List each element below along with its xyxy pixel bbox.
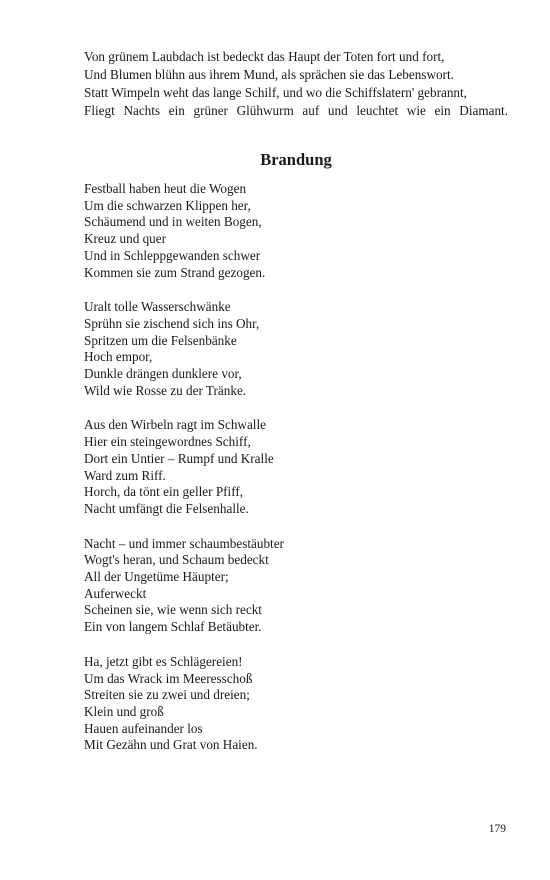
verse-line: Festball haben heut die Wogen bbox=[84, 181, 247, 196]
verse-line: Nacht umfängt die Felsenhalle. bbox=[84, 500, 249, 516]
verse-line: Streiten sie zu zwei und dreien; bbox=[84, 687, 250, 703]
verse-line: Scheinen sie, wie wenn sich reckt bbox=[84, 602, 262, 618]
intro-text bbox=[84, 48, 508, 120]
page-number: 179 bbox=[488, 823, 506, 835]
verse-line: Aus den Wirbeln ragt im Schwalle bbox=[84, 417, 266, 433]
verse-line: Hauen aufeinander los bbox=[84, 720, 203, 736]
verse-line: Um die schwarzen Klippen her, bbox=[84, 197, 251, 213]
intro-line: Statt Wimpeln weht das lange Schilf, und wo die Schiffslatern' gebrannt, bbox=[84, 85, 467, 100]
verse-line: Ein von langem Schlaf Betäubter. bbox=[84, 619, 262, 635]
verse-line: Wild wie Rosse zu der Tränke. bbox=[84, 382, 247, 398]
intro-line: Von grünem Laubdach ist bedeckt das Haupt der Toten fort und fort, bbox=[84, 49, 445, 64]
stanza-5 bbox=[84, 654, 508, 754]
verse-line: Auferweckt bbox=[84, 585, 147, 601]
stanza-3 bbox=[84, 417, 508, 517]
verse-line: Sprühn sie zischend sich ins Ohr, bbox=[84, 315, 260, 331]
verse-line: Hoch empor, bbox=[84, 349, 153, 365]
page-body bbox=[84, 48, 508, 772]
verse-line: Wogt's heran, und Schaum bedeckt bbox=[84, 552, 269, 568]
verse-line: Dort ein Untier – Rumpf und Kralle bbox=[84, 450, 274, 466]
verse-line: Dunkle drängen dunklere vor, bbox=[84, 366, 242, 382]
verse-line: Ha, jetzt gibt es Schlägereien! bbox=[84, 653, 243, 669]
verse-line: Kreuz und quer bbox=[84, 231, 167, 247]
verse-line: Klein und groß bbox=[84, 703, 164, 719]
intro-line: Und Blumen blühn aus ihrem Mund, als sprächen sie das Lebenswort. bbox=[84, 67, 454, 82]
stanza-1 bbox=[84, 181, 508, 281]
stanza-2 bbox=[84, 299, 508, 399]
verse-line: Ward zum Riff. bbox=[84, 467, 166, 483]
verse-line: Und in Schleppgewanden schwer bbox=[84, 247, 261, 263]
verse-line: Hier ein steingewordnes Schiff, bbox=[84, 434, 251, 450]
verse-line: Kommen sie zum Strand gezogen. bbox=[84, 264, 266, 280]
verse-line: Horch, da tönt ein geller Pfiff, bbox=[84, 484, 244, 500]
poem-title: Brandung bbox=[260, 150, 332, 169]
verse-line: Mit Gezähn und Grat von Haien. bbox=[84, 737, 258, 753]
verse-line: Nacht – und immer schaumbestäubter bbox=[84, 535, 284, 551]
stanza-4 bbox=[84, 536, 508, 636]
intro-line: Fliegt Nachts ein grüner Glühwurm auf und leuchtet wie ein Diamant. bbox=[84, 103, 508, 118]
verse-line: Um das Wrack im Meeresschoß bbox=[84, 670, 253, 686]
verse-line: Spritzen um die Felsenbänke bbox=[84, 332, 237, 348]
verse-line: Uralt tolle Wasserschwänke bbox=[84, 299, 231, 315]
verse-line: All der Ungetüme Häupter; bbox=[84, 569, 229, 585]
verse-line: Schäumend und in weiten Bogen, bbox=[84, 214, 262, 230]
